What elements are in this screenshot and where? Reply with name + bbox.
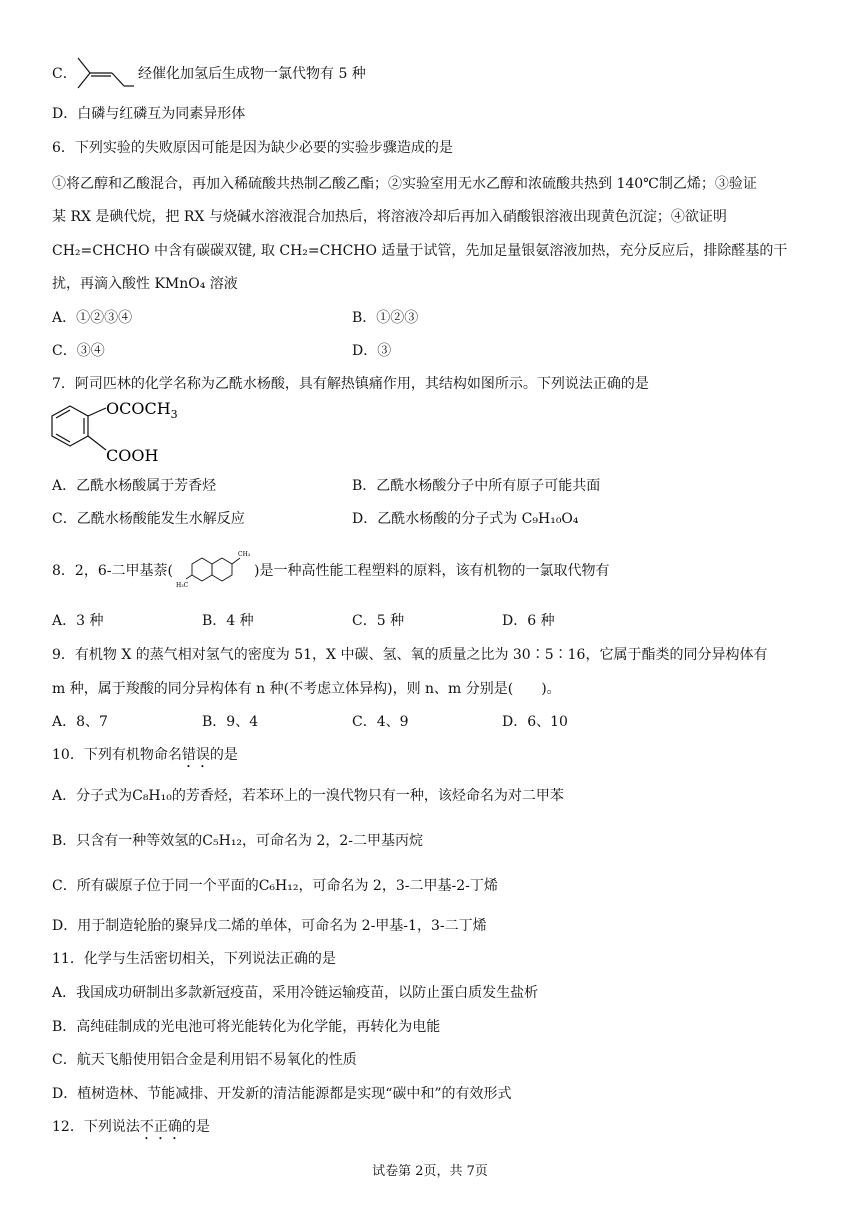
q8-dimethylnaphthalene-structure — [176, 548, 254, 588]
q7-aspirin-structure — [48, 398, 198, 468]
q6-body-line-3: CH₂=CHCHO 中含有碳碳双键, 取 CH₂=CHCHO 适量于试管，先加足量银氨溶液加热，充分反应后，排除醛基的干 — [52, 243, 788, 259]
q7-option-d: D．乙酰水杨酸的分子式为 C₉H₁₀O₄ — [352, 511, 579, 527]
q9-stem-line-2: m 种，属于羧酸的同分异构体有 n 种(不考虑立体异构)，则 n、m 分别是( )。 — [52, 681, 561, 697]
q8-option-d: D．6 种 — [502, 613, 555, 629]
q8-option-c: C．5 种 — [352, 613, 405, 629]
page-footer: 试卷第 2页，共 7页 — [372, 1164, 488, 1179]
q6-option-d: D．③ — [352, 343, 392, 359]
q8-ch3-bottom: H₃C — [176, 582, 189, 588]
q10-option-a: A．分子式为C₈H₁₀的芳香烃，若苯环上的一溴代物只有一种，该烃命名为对二甲苯 — [52, 788, 564, 804]
q9-stem-line-1: 9．有机物 X 的蒸气相对氢气的密度为 51，X 中碳、氢、氧的质量之比为 30∶5∶16，它属于酯类的同分异构体有 — [52, 647, 768, 663]
q5-c-skeletal-structure — [76, 56, 136, 90]
q6-body-line-1: ①将乙醇和乙酸混合，再加入稀硫酸共热制乙酸乙酯；②实验室用无水乙醇和浓硫酸共热到 140℃制乙烯；③验证 — [52, 176, 757, 192]
q12-stem: 12．下列说法不正确的是 — [52, 1119, 210, 1135]
q10-option-d: D．用于制造轮胎的聚异戊二烯的单体，可命名为 2-甲基-1，3-二丁烯 — [52, 918, 487, 934]
q7-substituent-ococh3: $OCOCH_3$ — [106, 399, 178, 421]
q8-ch3-top: CH₃ — [238, 551, 251, 558]
q7-substituent-cooh: COOH — [106, 446, 159, 465]
q9-option-a: A．8、7 — [52, 714, 108, 730]
q5-option-d: D．白磷与红磷互为同素异形体 — [52, 106, 246, 122]
q10-option-b: B．只含有一种等效氢的C₅H₁₂，可命名为 2，2-二甲基丙烷 — [52, 833, 424, 849]
q6-option-c: C．③④ — [52, 343, 105, 359]
q8-stem-prefix: 8．2，6-二甲基萘( — [52, 563, 173, 579]
q8-stem-suffix: )是一种高性能工程塑料的原料，该有机物的一氯取代物有 — [254, 563, 610, 579]
q10-option-c: C．所有碳原子位于同一个平面的C₆H₁₂，可命名为 2，3-二甲基-2-丁烯 — [52, 878, 498, 894]
q5-option-c-text: 经催化加氢后生成物一氯代物有 5 种 — [138, 66, 366, 82]
q11-option-a: A．我国成功研制出多款新冠疫苗，采用冷链运输疫苗，以防止蛋白质发生盐析 — [52, 985, 539, 1001]
q6-option-a: A．①②③④ — [52, 310, 133, 326]
q7-option-b: B．乙酰水杨酸分子中所有原子可能共面 — [352, 478, 601, 494]
q7-option-a: A．乙酰水杨酸属于芳香烃 — [52, 478, 217, 494]
q8-option-b: B．4 种 — [202, 613, 254, 629]
q7-option-c: C．乙酰水杨酸能发生水解反应 — [52, 511, 245, 527]
q5-option-c-label: C． — [52, 66, 77, 82]
q7-stem: 7．阿司匹林的化学名称为乙酰水杨酸，具有解热镇痛作用，其结构如图所示。下列说法正确的是 — [52, 376, 649, 392]
q12-emphasis-word: 不正确 — [139, 1119, 182, 1135]
q9-option-c: C．4、9 — [352, 714, 409, 730]
q10-stem: 10．下列有机物命名错误的是 — [52, 747, 238, 763]
q9-option-b: B．9、4 — [202, 714, 259, 730]
q6-stem: 6．下列实验的失败原因可能是因为缺少必要的实验步骤造成的是 — [52, 140, 453, 156]
q6-option-b: B．①②③ — [352, 310, 419, 326]
q11-option-d: D．植树造林、节能减排、开发新的清洁能源都是实现“碳中和”的有效形式 — [52, 1086, 512, 1102]
q9-option-d: D．6、10 — [502, 714, 568, 730]
q11-option-b: B．高纯硅制成的光电池可将光能转化为化学能，再转化为电能 — [52, 1019, 441, 1035]
q11-stem: 11．化学与生活密切相关，下列说法正确的是 — [52, 951, 336, 967]
q6-body-line-2: 某 RX 是碘代烷，把 RX 与烧碱水溶液混合加热后，将溶液冷却后再加入硝酸银溶液出现黄色沉淀；④欲证明 — [52, 209, 727, 225]
q11-option-c: C．航天飞船使用铝合金是利用铝不易氧化的性质 — [52, 1052, 357, 1068]
q6-body-line-4: 扰，再滴入酸性 KMnO₄ 溶液 — [52, 276, 238, 292]
q10-emphasis-word: 错误 — [181, 747, 210, 763]
q8-option-a: A．3 种 — [52, 613, 104, 629]
